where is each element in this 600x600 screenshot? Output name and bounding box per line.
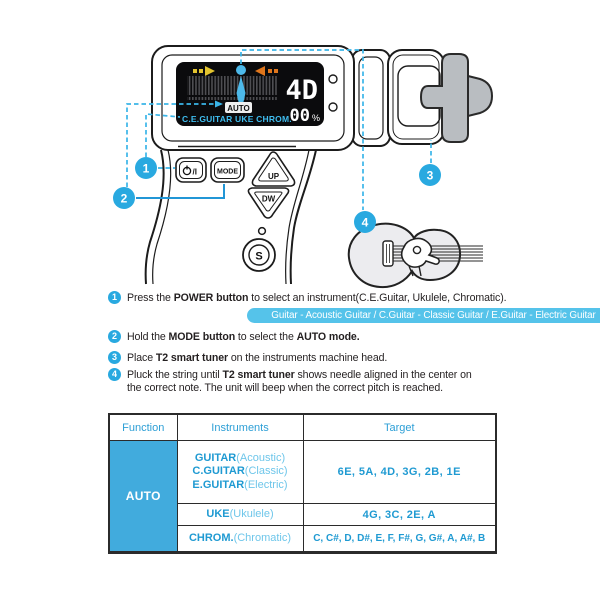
callout-3-number: 3 xyxy=(426,168,434,183)
tuning-scale-bars xyxy=(187,76,277,100)
instrument-qualifier: (Chromatic) xyxy=(233,531,292,544)
instrument-qualifier: (Ukulele) xyxy=(229,507,274,520)
callout-4-number: 4 xyxy=(361,215,369,230)
instrument-qualifier: (Classic) xyxy=(244,465,288,478)
mode-button-label: MODE xyxy=(217,168,238,176)
callout2-to-mode-line xyxy=(136,184,224,198)
step-2-badge: 2 xyxy=(108,330,121,343)
callout-4 xyxy=(354,211,376,233)
target-cell: 4G, 3C, 2E, A xyxy=(303,504,496,526)
grip-knob xyxy=(468,76,492,116)
instrument-name: C.GUITAR xyxy=(192,465,245,478)
power-button xyxy=(176,158,206,182)
instrument-name: E.GUITAR xyxy=(192,478,245,491)
callout-3 xyxy=(419,164,441,186)
instruments-cell xyxy=(177,526,303,553)
instrument-name: UKE xyxy=(206,507,230,520)
header-function: Function xyxy=(109,414,177,441)
step-2 xyxy=(108,331,527,344)
power-button-label: /I xyxy=(192,167,197,177)
down-button xyxy=(248,188,288,218)
down-button-label: DW xyxy=(261,194,276,204)
step-4-text: the correct note. The unit will beep when the correct pitch is reached. xyxy=(127,382,443,394)
instrument-qualifier: (Acoustic) xyxy=(236,451,286,464)
header-target: Target xyxy=(303,414,496,441)
callout-1-number: 1 xyxy=(142,161,150,176)
function-auto-cell: AUTO xyxy=(109,441,177,553)
step-1 xyxy=(108,292,527,305)
step-4-bold: T2 smart tuner xyxy=(222,369,295,381)
display-cents: 00 xyxy=(289,106,310,126)
step-1-text: Press the xyxy=(127,292,174,304)
mic-dot xyxy=(259,228,266,235)
instrument-name: CHROM. xyxy=(188,531,234,544)
instrument-name: GUITAR xyxy=(194,451,237,464)
step-4-badge: 4 xyxy=(108,368,121,381)
instruments-cell xyxy=(177,504,303,526)
up-button-label: UP xyxy=(267,172,280,181)
target-cell: C, C#, D, D#, E, F, F#, G, G#, A, A#, B xyxy=(303,526,496,553)
tuning-table xyxy=(108,413,497,554)
instrument-legend-pill: Guitar - Acoustic Guitar / C.Guitar - Classic Guitar / E.Guitar - Electric Guitar xyxy=(247,308,600,323)
instrument-qualifier: (Electric) xyxy=(244,478,288,491)
display-cents-unit: % xyxy=(312,113,321,123)
step-2-text: to select the xyxy=(235,331,297,343)
sound-button-label: S xyxy=(255,250,263,263)
step-1-bold: POWER button xyxy=(173,292,249,304)
display-note: 4D xyxy=(285,75,318,106)
tuner-hinge xyxy=(352,50,390,146)
step-3-badge: 3 xyxy=(108,351,121,364)
step-2-text: Hold the xyxy=(127,331,169,343)
guitar-illustration xyxy=(349,224,483,287)
step-3-text: Place xyxy=(127,352,156,364)
step-4 xyxy=(108,369,527,395)
display-instrument-list: C.E.GUITAR UKE CHROM. xyxy=(182,114,292,124)
sound-button xyxy=(243,239,275,271)
up-button xyxy=(252,152,294,186)
step-1-badge: 1 xyxy=(108,291,121,304)
led-dot xyxy=(329,75,337,83)
header-instruments: Instruments xyxy=(177,414,303,441)
instruments-cell xyxy=(177,441,303,504)
callout-2-number: 2 xyxy=(120,191,128,206)
step-4-text: shows needle aligned in the center on xyxy=(294,369,472,381)
callout-2 xyxy=(113,187,135,209)
table-header-row xyxy=(109,414,496,441)
callout-1 xyxy=(135,157,157,179)
auto-badge-label: AUTO xyxy=(227,103,250,113)
step-1-text: to select an instrument(C.E.Guitar, Ukulele, Chromatic). xyxy=(248,292,507,304)
target-cell: 6E, 5A, 4D, 3G, 2B, 1E xyxy=(303,441,496,504)
step-2-bold: AUTO mode. xyxy=(296,331,360,343)
step-3 xyxy=(108,352,527,365)
step-3-text: on the instruments machine head. xyxy=(228,352,388,364)
table-row xyxy=(109,441,496,504)
guitar-bridge xyxy=(383,241,393,266)
tuner-clamp xyxy=(388,50,492,144)
step-4-text: Pluck the string until xyxy=(127,369,223,381)
mode-button xyxy=(211,158,244,182)
led-dot xyxy=(329,103,337,111)
step-2-bold: MODE button xyxy=(168,331,236,343)
step-3-bold: T2 smart tuner xyxy=(155,352,229,364)
